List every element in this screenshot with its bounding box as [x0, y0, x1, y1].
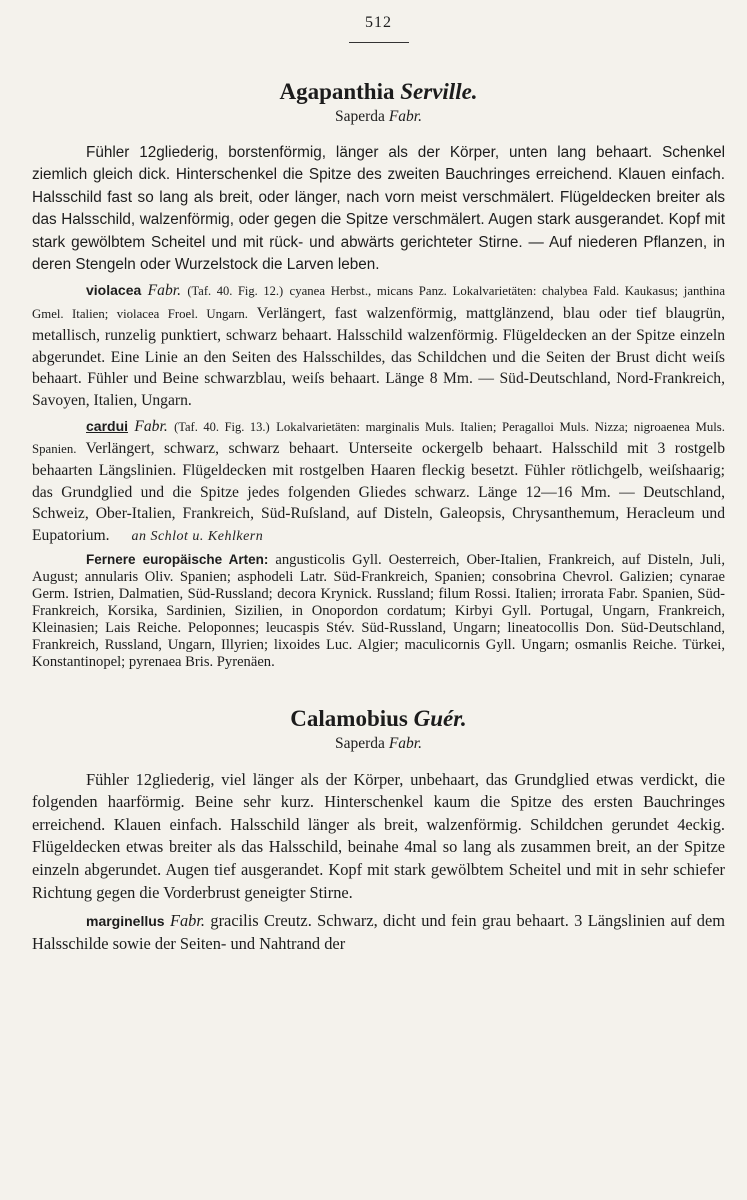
handwritten-annotation: an Schlot u. Kehlkern — [131, 529, 264, 545]
further-species-list — [32, 551, 725, 672]
further-text: angusticolis Gyll. Oesterreich, Ober-Italien, Frankreich, auf Disteln, Juli, August; annularis Oliv. Spanien; asphodeli Latr. Süd-Frankreich, Spanien; consobrina Chevrol. Galizien; cynarae Germ. Istrien, Dalmatien, Süd-Russland; decora Krynick. Russland; filum Rossi. Italien; irrorata Fabr. Spanien, Süd-Frankreich, Korsika, Sardinien, Sizilien, in Onopordon cordatum; Kirbyi Gyll. Portugal, Ungarn, Frankreich, Kleinasien; Lais Reiche. Peloponnes; leucaspis Stév. Süd-Russland, Ungarn; lineatocollis Don. Süd-Deutschland, Frankreich, Russland, Ungarn, Illyrien; lixoides Luc. Algier; maculicornis Gyll. Ungarn; osmanlis Reiche. Türkei, Konstantinopel; pyrenaea Bris. Pyrenäen. — [32, 551, 725, 671]
species-entry-marginellus — [32, 910, 725, 955]
species-description: gracilis Creutz. Schwarz, dicht und fein grau behaart. 3 Längslinien auf dem Halsschilde sowie der Seiten- und Nahtrand der — [32, 911, 725, 953]
synonym-name: Saperda — [335, 108, 385, 125]
genus-description: Fühler 12gliederig, borstenförmig, länger als der Körper, unten lang behaart. Schenkel ziemlich gleich dick. Hinterschenkel die Spitze des zweiten Bauchringes erreichend. Klauen einfach. Halsschild fast so lang als breit, oder länger, nach vorn meist verschmälert. Flügeldecken breiter als das Halsschild, walzenförmig, oder gegen die Spitze verschmälert. Augen stark ausgerandet. Kopf mit stark gewölbtem Scheitel und mit rück- und abwärts gerichteter Stirne. — Auf niederen Pflanzen, in deren Stengeln oder Wurzelstock die Larven leben. — [32, 144, 725, 274]
genus-name: Calamobius — [290, 705, 408, 731]
genus-author: Serville. — [400, 79, 478, 104]
genus-heading-agapanthia — [32, 79, 725, 105]
genus-name: Agapanthia — [279, 79, 395, 104]
page-number: 512 — [365, 14, 392, 31]
species-name: violacea — [86, 282, 142, 299]
plate-reference: (Taf. 40. Fig. 13.) — [174, 419, 270, 434]
page-number-rule — [349, 42, 409, 43]
genus-description: Fühler 12gliederig, viel länger als der Körper, unbehaart, das Grundglied etwas verdickt, die folgenden haarförmig. Beine sehr kurz. Hinterschenkel kaum die Spitze des ersten Bauchringes erreichend. Klauen einfach. Halsschild länger als breit, walzenförmig. Schildchen gerundet 4eckig. Flügeldecken etwas breiter als das Halsschild, beinahe 4mal so lang als zusammen breit, an der Spitze einzeln abgerundet. Augen tief ausgerandet. Kopf mit stark gewölbtem Scheitel und mit in sehr schiefer Richtung gegen die Vorderbrust geneigter Stirne. — [32, 769, 725, 902]
plate-reference: (Taf. 40. Fig. 12.) — [187, 284, 284, 299]
species-author: Fabr. — [134, 417, 168, 435]
genus-author: Guér. — [413, 705, 467, 731]
synonym-author: Fabr. — [388, 108, 422, 125]
genus-synonym — [32, 107, 725, 126]
synonym-author: Fabr. — [388, 734, 422, 752]
species-description: Verlängert, fast walzenförmig, mattglänzend, blau oder tief blaugrün, metallisch, runzelig punktiert, schwarz behaart. Halsschild walzenförmig. Flügeldecken an der Spitze einzeln abgerundet. Eine Linie an den Seiten des Halsschildes, das Schildchen und die Seiten der Brust dicht weiſs behaart. Fühler und Beine schwarzblau, weiſs behaart. Länge 8 Mm. — Süd-Deutschland, Nord-Frankreich, Savoyen, Italien, Ungarn. — [32, 305, 725, 409]
species-name: marginellus — [86, 913, 165, 930]
species-description: Verlängert, schwarz, schwarz behaart. Unterseite ockergelb behaart. Halsschild mit 3 rostgelb behaarten Längslinien. Flügeldecken mit rostgelben Haaren fleckig besetzt. Fühler rötlichgelb, weiſshaarig; das Grundglied und die Spitze jedes folgenden Gliedes schwarz. Länge 12—16 Mm. — Deutschland, Schweiz, Ober-Italien, Frankreich, Süd-Ruſsland, auf Disteln, Galeopsis, Chrysanthemum, Heracleum und Eupatorium. — [32, 440, 725, 545]
further-heading: Fernere europäische Arten: — [86, 551, 269, 567]
species-varieties: cyanea Herbst., micans Panz. Lokalvarietäten: chalybea Fald. Kaukasus; janthina Gmel. Italien; violacea Froel. Ungarn. — [32, 284, 726, 322]
genus-synonym — [32, 734, 725, 753]
species-entry-cardui — [32, 416, 725, 548]
species-author: Fabr. — [147, 282, 181, 300]
species-author: Fabr. — [169, 911, 206, 931]
species-entry-violacea — [32, 280, 725, 411]
synonym-name: Saperda — [335, 734, 385, 752]
species-name: cardui — [86, 417, 129, 434]
genus-heading-calamobius — [32, 706, 725, 732]
species-varieties: Lokalvarietäten: marginalis Muls. Italien; Peragalloi Muls. Nizza; nigroaenea Muls. Spanien. — [32, 419, 725, 457]
